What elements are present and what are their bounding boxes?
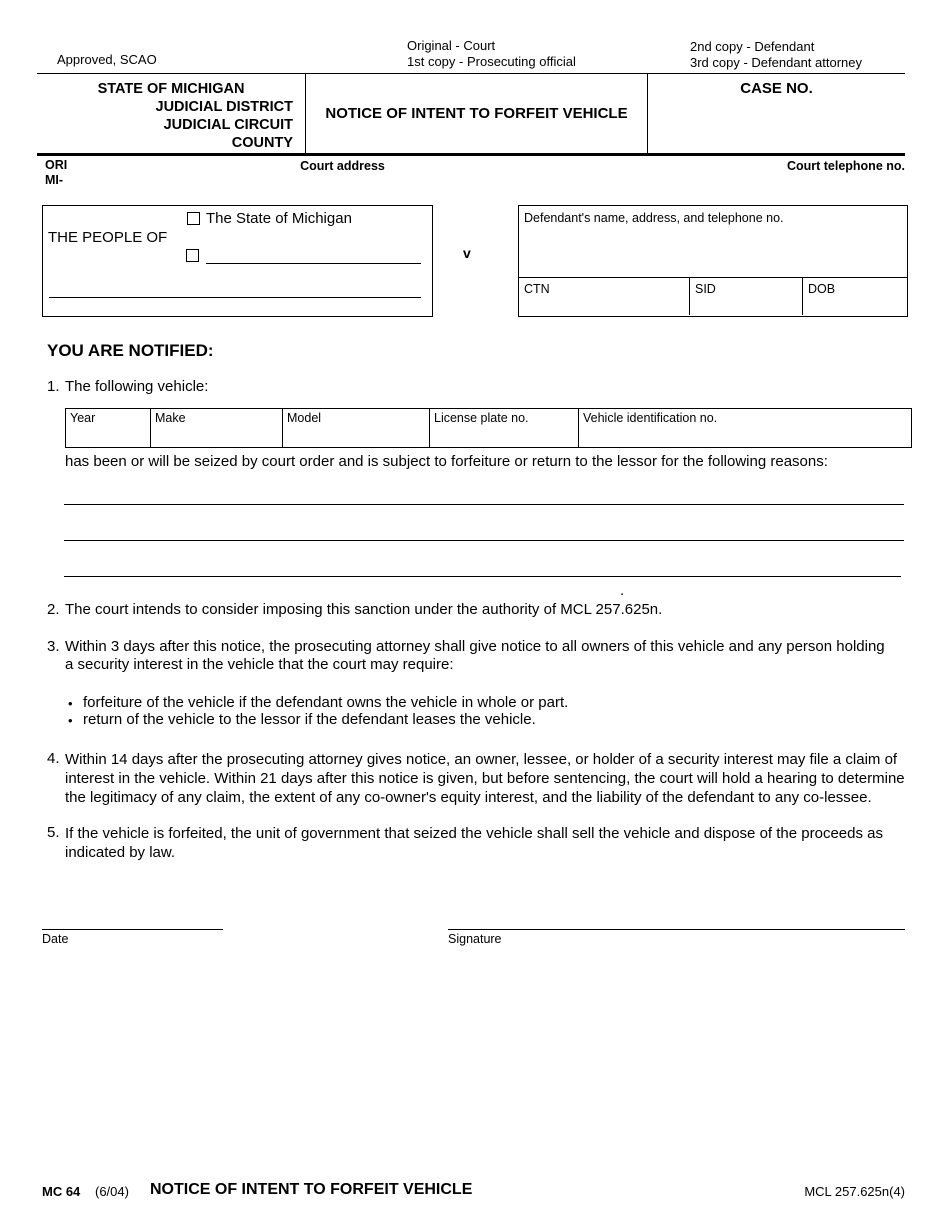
item-1-number: 1.	[47, 378, 60, 395]
item-5-line-2: indicated by law.	[65, 844, 176, 861]
dob-cell[interactable]	[802, 278, 907, 315]
versus-label: v	[463, 245, 471, 261]
copies-defendant-block	[690, 39, 862, 70]
ori-label: ORI	[45, 158, 68, 172]
other-plaintiff-checkbox[interactable]	[186, 249, 199, 262]
item-4-line-3: the legitimacy of any claim, the extent of any co-owner's equity interest, and the liability of the defendant to any co-lessee.	[65, 789, 872, 806]
case-no-cell[interactable]	[648, 74, 905, 153]
item-5-number: 5.	[47, 824, 60, 841]
form-title: NOTICE OF INTENT TO FORFEIT VEHICLE	[305, 74, 648, 153]
defendant-box	[518, 205, 908, 317]
date-label: Date	[42, 932, 69, 946]
bullet-icon: •	[68, 713, 73, 728]
court-telephone-label: Court telephone no.	[786, 159, 905, 173]
date-line[interactable]	[42, 929, 223, 930]
approved-scao-label: Approved, SCAO	[57, 52, 157, 67]
copy-1st-prosecuting: 1st copy - Prosecuting official	[407, 53, 576, 69]
seized-reasons-text: has been or will be seized by court order and is subject to forfeiture or return to the lessor for the following reasons:	[65, 453, 828, 470]
footer-title: NOTICE OF INTENT TO FORFEIT VEHICLE	[150, 1181, 473, 1198]
court-address-label: Court address	[300, 159, 385, 173]
sid-label: SID	[695, 282, 716, 296]
item-4-text	[65, 750, 913, 807]
vehicle-vin-label: Vehicle identification no.	[583, 411, 718, 425]
stray-period: .	[620, 582, 625, 599]
bullet-icon: •	[68, 696, 73, 711]
vehicle-year-label: Year	[70, 411, 96, 425]
defendant-info-label: Defendant's name, address, and telephone no.	[524, 211, 784, 225]
ctn-cell[interactable]	[519, 278, 689, 315]
sid-cell[interactable]	[689, 278, 802, 315]
plaintiff-box	[42, 205, 433, 317]
vehicle-model-label: Model	[287, 411, 322, 425]
defendant-info-cell[interactable]	[519, 206, 907, 277]
item-2-text: The court intends to consider imposing this sanction under the authority of MCL 257.625n.	[65, 601, 663, 618]
reason-line-2[interactable]	[64, 540, 904, 541]
item-3-line-1: Within 3 days after this notice, the prosecuting attorney shall give notice to all owners of this vehicle and any person holding	[65, 638, 885, 655]
item-3-bullet-2: return of the vehicle to the lessor if the defendant leases the vehicle.	[83, 711, 536, 728]
dob-label: DOB	[808, 282, 836, 296]
defendant-id-row	[519, 277, 907, 315]
item-5-text	[65, 824, 913, 862]
plaintiff-extra-write-in-line[interactable]	[49, 283, 421, 298]
item-5-line-1: If the vehicle is forfeited, the unit of government that seized the vehicle shall sell the vehicle and dispose of the proceeds as	[65, 825, 883, 842]
state-of-michigan-option-label: The State of Michigan	[206, 210, 352, 227]
item-1-text: The following vehicle:	[65, 378, 209, 395]
reason-line-3[interactable]	[64, 576, 901, 577]
copy-original-court: Original - Court	[407, 38, 496, 53]
vehicle-plate-label: License plate no.	[434, 411, 529, 425]
state-of-michigan-label: STATE OF MICHIGAN	[97, 81, 245, 97]
item-4-number: 4.	[47, 750, 60, 767]
case-no-label: CASE NO.	[740, 80, 813, 97]
vehicle-plate-cell[interactable]	[429, 409, 578, 447]
form-header-band	[37, 73, 905, 156]
court-identity-cell[interactable]	[37, 74, 305, 153]
ori-mi-prefix[interactable]: MI-	[45, 173, 64, 187]
vehicle-year-cell[interactable]	[66, 409, 150, 447]
footer-revision: (6/04)	[95, 1184, 129, 1199]
copy-2nd-defendant: 2nd copy - Defendant	[690, 39, 815, 54]
item-2-number: 2.	[47, 601, 60, 618]
ctn-label: CTN	[524, 282, 550, 296]
item-3-number: 3.	[47, 638, 60, 655]
signature-line[interactable]	[448, 929, 905, 930]
the-people-of-label: THE PEOPLE OF	[48, 229, 168, 246]
item-4-line-2: interest in the vehicle. Within 21 days after this notice is given, but before sentencing, the court will hold a hearing to determine	[65, 770, 905, 787]
you-are-notified-heading: YOU ARE NOTIFIED:	[47, 341, 214, 360]
footer-mcl-reference: MCL 257.625n(4)	[804, 1184, 905, 1199]
vehicle-vin-cell[interactable]	[578, 409, 911, 447]
other-plaintiff-write-in-line[interactable]	[206, 249, 421, 264]
item-3-bullet-1: forfeiture of the vehicle if the defendant owns the vehicle in whole or part.	[83, 694, 569, 711]
judicial-circuit-label: JUDICIAL CIRCUIT	[163, 117, 293, 133]
vehicle-make-label: Make	[155, 411, 186, 425]
copy-3rd-defendant-attorney: 3rd copy - Defendant attorney	[690, 54, 862, 70]
county-label: COUNTY	[231, 135, 293, 151]
item-3-text	[65, 638, 910, 674]
state-of-michigan-checkbox[interactable]	[187, 212, 200, 225]
vehicle-table	[65, 408, 912, 448]
reason-line-1[interactable]	[64, 504, 904, 505]
copies-original-block	[407, 38, 576, 69]
vehicle-make-cell[interactable]	[150, 409, 282, 447]
item-3-line-2: a security interest in the vehicle that the court may require:	[65, 656, 454, 673]
signature-label: Signature	[448, 932, 502, 946]
footer-form-code: MC 64	[42, 1184, 81, 1199]
item-4-line-1: Within 14 days after the prosecuting attorney gives notice, an owner, lessee, or holder of a security interest may file a claim of	[65, 751, 898, 768]
judicial-district-label: JUDICIAL DISTRICT	[155, 99, 293, 115]
vehicle-model-cell[interactable]	[282, 409, 429, 447]
